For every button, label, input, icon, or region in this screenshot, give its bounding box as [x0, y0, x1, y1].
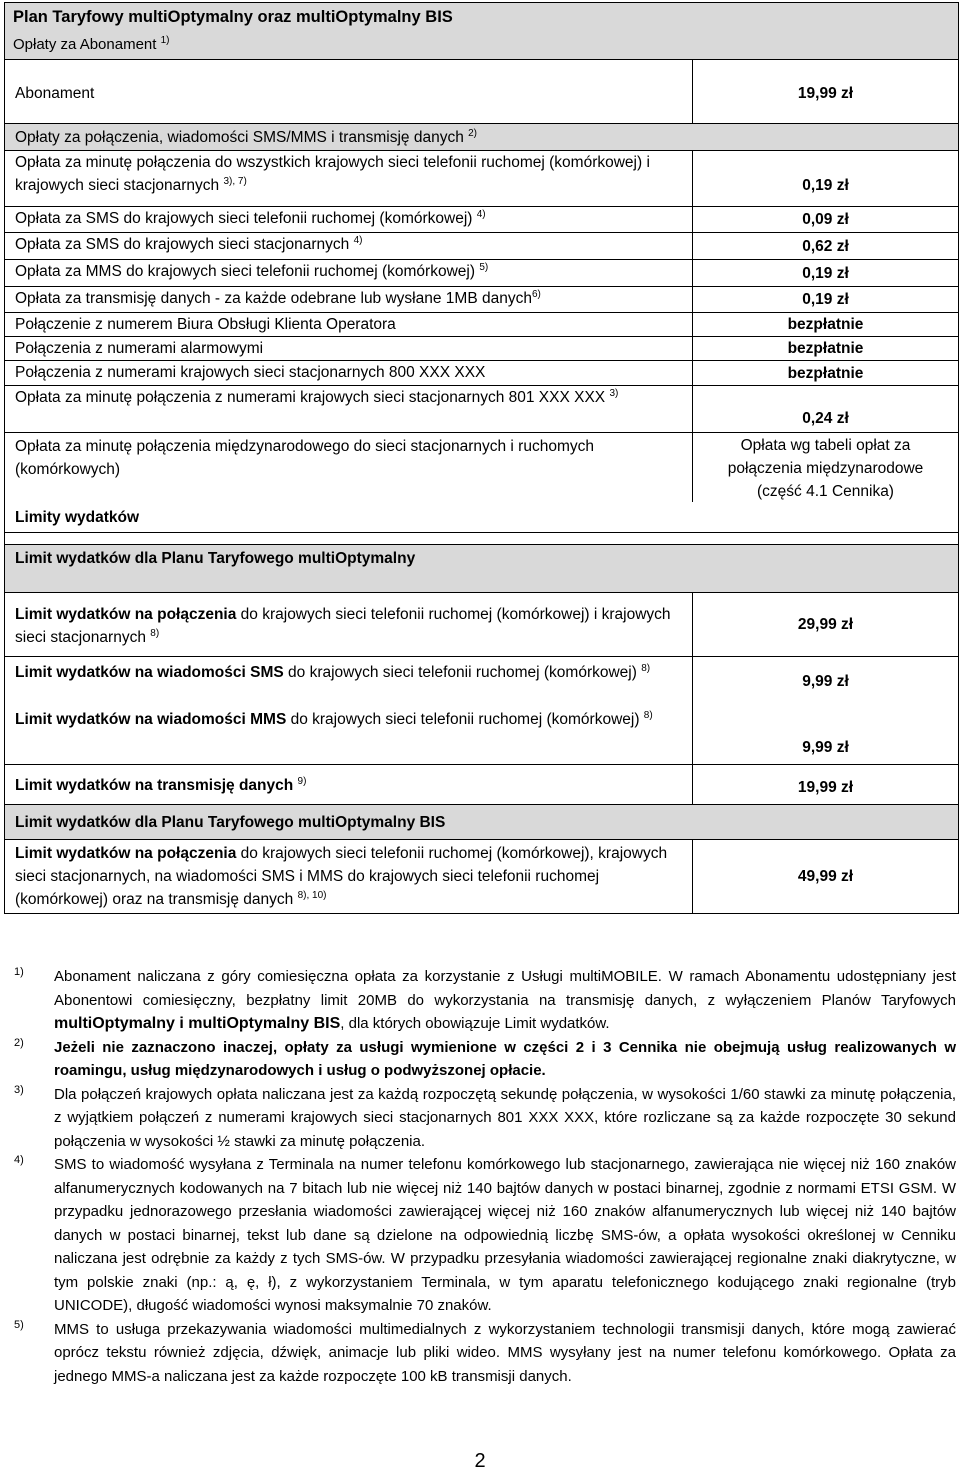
- section-subtitle: Opłaty za Abonament $^{1)}$: [13, 35, 170, 53]
- abonament-row: [4, 59, 959, 123]
- tariff-table: [4, 2, 959, 914]
- table-row: Limit wydatków na połączenia do krajowych sieci telefonii ruchomej (komórkowej), krajowych sieci stacjonarnych, na wiadomości SMS i MMS do krajowych sieci telefonii ruchomej (komórkowej) oraz na transmisję danych $^{8), 10)}$ 49,99 zł: [4, 839, 959, 914]
- table-row: Opłata za SMS do krajowych sieci telefonii ruchomej (komórkowej) $^{4)}$ 0,09 zł: [4, 206, 959, 232]
- table-row: Opłata za SMS do krajowych sieci stacjonarnych $^{4)}$ 0,62 zł: [4, 232, 959, 259]
- page-title: Plan Taryfowy multiOptymalny oraz multiOptymalny BIS: [13, 8, 453, 26]
- table-row: Połączenie z numerem Biura Obsługi Klienta Operatora bezpłatnie: [4, 312, 959, 336]
- limits-header-row: Limity wydatków: [4, 502, 959, 532]
- table-row: Opłata za MMS do krajowych sieci telefonii ruchomej (komórkowej) $^{5)}$ 0,19 zł: [4, 259, 959, 286]
- table-row: Opłata za minutę połączenia do wszystkich krajowych sieci telefonii ruchomej (komórkowej) i krajowych sieci stacjonarnych $^{3), 7)}$ 0,19 zł: [4, 150, 959, 206]
- table-row: Limit wydatków na wiadomości MMS do krajowych sieci telefonii ruchomej (komórkowej) $^{8)}$ 9,99 zł: [4, 706, 959, 764]
- footnote: 2) Jeżeli nie zaznaczono inaczej, opłaty za usługi wymienione w części 2 i 3 Cennika nie obejmują usług realizowanych w roamingu, usług międzynarodowych i usług o podwyższonej opłacie.: [14, 1036, 956, 1079]
- plan1-header: Limit wydatków dla Planu Taryfowego multiOptymalny: [4, 544, 959, 592]
- table-row: Opłata za minutę połączenia międzynarodowego do sieci stacjonarnych i ruchomych (komórkowych) Opłata wg tabeli opłat za połączenia międzynarodowe (część 4.1 Cennika): [4, 432, 959, 502]
- footnote: 1) Abonament naliczana z góry comiesięczna opłata za korzystanie z Usługi multiMOBILE. W ramach Abonamentu udostępniany jest Abonentowi comiesięczny, bezpłatny limit 20MB do wykorzystania na transmisję danych, z wyłączeniem Planów Taryfowych multiOptymalny i multiOptymalny BIS, dla których obowiązuje Limit wydatków.: [14, 966, 956, 1032]
- table-row: Limit wydatków na wiadomości SMS do krajowych sieci telefonii ruchomej (komórkowej) $^{8)}$ 9,99 zł: [4, 656, 959, 706]
- page-number: 2: [474, 1450, 486, 1472]
- footnotes: [14, 965, 956, 1388]
- section-calls-header: Opłaty za połączenia, wiadomości SMS/MMS i transmisję danych $^{2)}$: [4, 123, 959, 150]
- table-row: Połączenia z numerami alarmowymi bezpłatnie: [4, 336, 959, 360]
- abonament-label: Abonament: [15, 85, 95, 102]
- table-row: Opłata za minutę połączenia z numerami krajowych sieci stacjonarnych 801 XXX XXX $^{3)}$ 0,24 zł: [4, 385, 959, 432]
- table-row: Opłata za transmisję danych - za każde odebrane lub wysłane 1MB danych$^{6)}$ 0,19 zł: [4, 286, 959, 312]
- footnote: 5) MMS to usługa przekazywania wiadomości multimedialnych z wykorzystaniem technologii transmisji danych, które mogą zawierać oprócz tekstu również zdjęcia, dźwięk, animacje lub pliki wideo. MMS wysyłany jest na numer telefonu komórkowego. Opłata za jednego MMS-a naliczana jest za każde rozpoczęte 100 kB transmisji danych.: [14, 1318, 956, 1385]
- footnote: 4) SMS to wiadomość wysyłana z Terminala na numer telefonu komórkowego lub stacjonarnego, zawierająca nie więcej niż 160 znaków alfanumerycznych kodowanych na 7 bitach lub nie więcej niż 140 bajtów danych w postaci binarnej, zgodnie z normami ETSI GSM. W przypadku jednorazowego przesłania wiadomości zawierającej więcej niż 160 znaków alfanumerycznych lub więcej niż 140 bajtów danych w postaci binarnej, tekst lub dane są dzielone na odpowiednią liczbę SMS-ów, a opłata wysokości określonej w Cenniku naliczana jest odrębnie za każdy z tych SMS-ów. W przypadku przesyłania wiadomości zawierającej regionalne znaki diakrytyczne, w tym polskie znaki (np.: ą, ę, ł), z wykorzystaniem Terminala, w tym aparatu telefonicznego kodującego znaki regionalne (tryb UNICODE), długość wiadomości wynosi maksymalnie 70 znaków.: [14, 1154, 956, 1314]
- table-row: Połączenia z numerami krajowych sieci stacjonarnych 800 XXX XXX bezpłatnie: [4, 360, 959, 385]
- abonament-value: 19,99 zł: [692, 60, 958, 123]
- table-row: Limit wydatków na transmisję danych $^{9)}$ 19,99 zł: [4, 764, 959, 804]
- footnote: 3) Dla połączeń krajowych opłata naliczana jest za każdą rozpoczętą sekundę połączenia, w wysokości 1/60 stawki za minutę połączenia, z wyjątkiem połączeń z numerami krajowych sieci stacjonarnych 801 XXX XXX, które rozliczane są za każde rozpoczęte 30 sekund połączenia w wysokości ½ stawki za minutę połączenia.: [14, 1083, 956, 1150]
- limits-spacer: [4, 532, 959, 544]
- table-row: Limit wydatków na połączenia do krajowych sieci telefonii ruchomej (komórkowej) i krajowych sieci stacjonarnych $^{8)}$ 29,99 zł: [4, 592, 959, 656]
- table-header: [4, 2, 959, 59]
- plan2-header: Limit wydatków dla Planu Taryfowego multiOptymalny BIS: [4, 804, 959, 839]
